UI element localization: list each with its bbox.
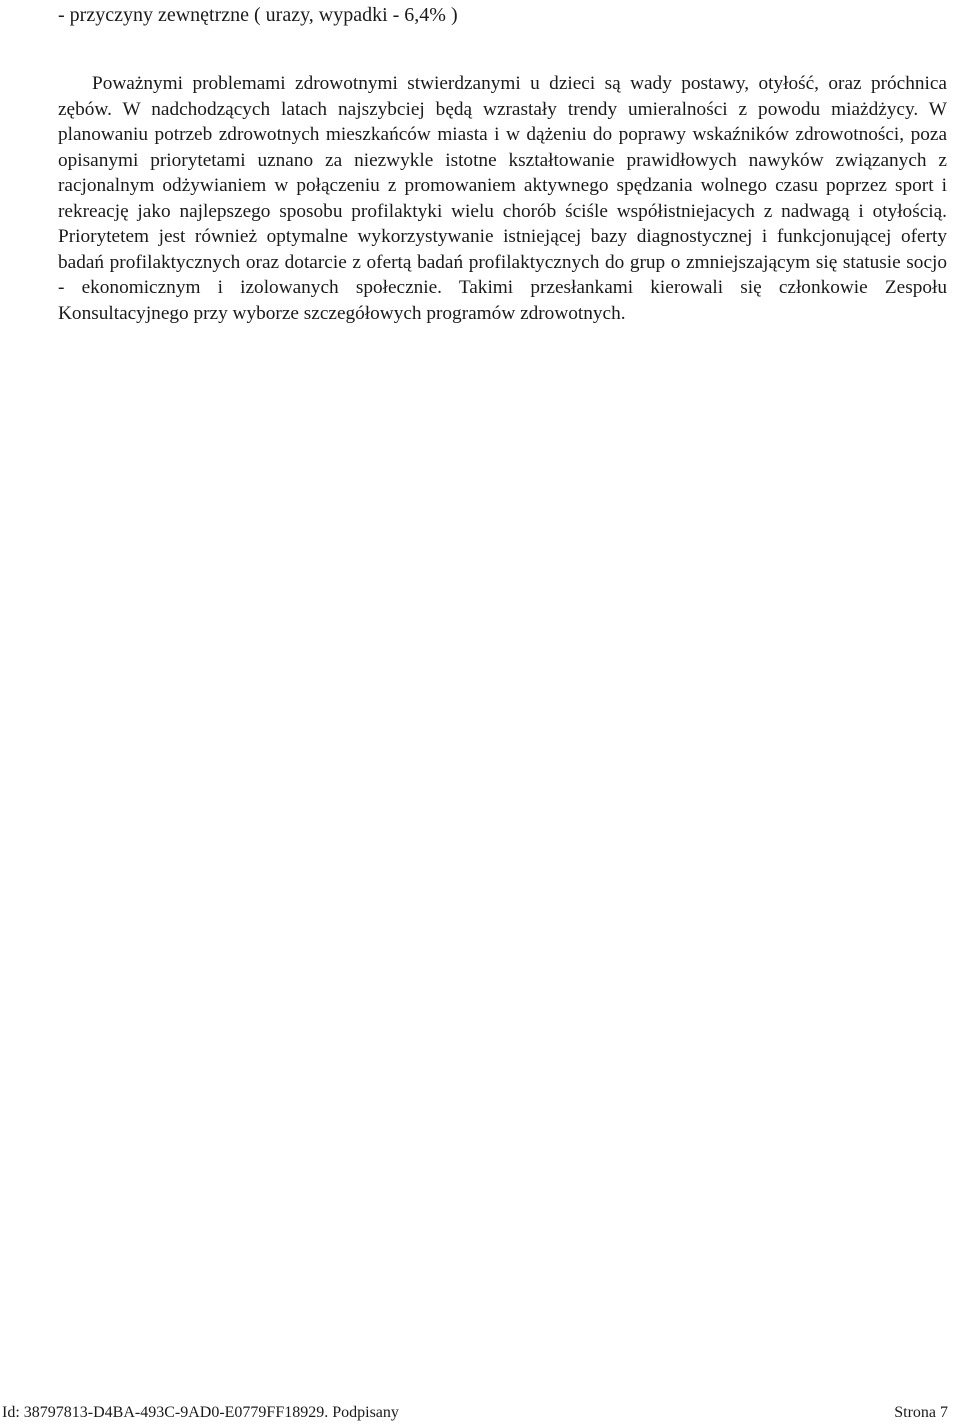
list-item-external-causes: - przyczyny zewnętrzne ( urazy, wypadki - 6,4% ): [58, 4, 458, 26]
body-paragraph: Poważnymi problemami zdrowotnymi stwierdzanymi u dzieci są wady postawy, otyłość, oraz próchnica zębów. W nadchodzących latach najszybciej będą wzrastały trendy umieralności z powodu miażdżycy. W planowaniu potrzeb zdrowotnych mieszkańców miasta i w dążeniu do poprawy wskaźników zdrowotności, poza opisanymi priorytetami uznano za niezwykle istotne kształtowanie prawidłowych nawyków związanych z racjonalnym odżywianiem w połączeniu z promowaniem aktywnego spędzania wolnego czasu poprzez sport i rekreację jako najlepszego sposobu profilaktyki wielu chorób ściśle współistniejacych z nadwagą i otyłością. Priorytetem jest również optymalne wykorzystywanie istniejącej bazy diagnostycznej i funkcjonującej oferty badań profilaktycznych oraz dotarcie z ofertą badań profilaktycznych do grup o zmniejszającym się statusie socjo - ekonomicznym i izolowanych społecznie. Takimi przesłankami kierowali się członkowie Zespołu Konsultacyjnego przy wyborze szczegółowych programów zdrowotnych.: [58, 73, 947, 324]
footer-document-id: Id: 38797813-D4BA-493C-9AD0-E0779FF18929. Podpisany: [2, 1404, 399, 1421]
footer-page-number: Strona 7: [894, 1404, 948, 1421]
